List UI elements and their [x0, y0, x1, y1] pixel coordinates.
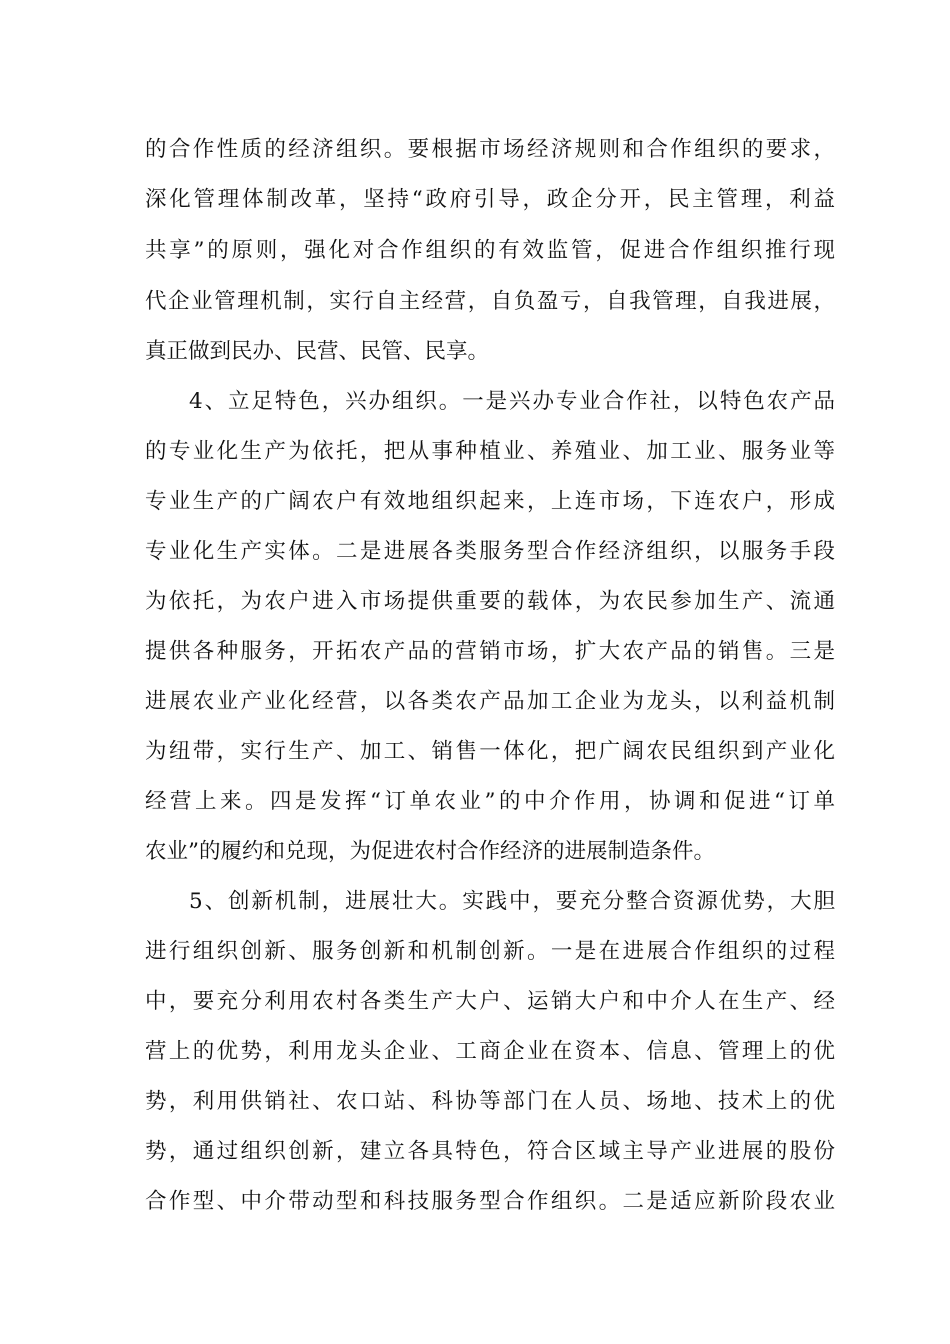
text-line: 代企业管理机制，实行自主经营，自负盈亏，自我管理，自我进展， — [145, 289, 835, 314]
text-line: 农业”的履约和兑现，为促进农村合作经济的进展制造条件。 — [145, 839, 715, 864]
text-line: 专业化生产实体。二是进展各类服务型合作经济组织，以服务手段 — [145, 539, 835, 564]
text-line: 势，通过组织创新，建立各具特色，符合区域主导产业进展的股份 — [145, 1139, 835, 1164]
text-line: 经营上来。四是发挥“订单农业”的中介作用，协调和促进“订单 — [145, 789, 835, 814]
paragraph-start-line: 5、创新机制，进展壮大。实践中，要充分整合资源优势，大胆 — [189, 889, 835, 914]
text-line: 势，利用供销社、农口站、科协等部门在人员、场地、技术上的优 — [145, 1089, 835, 1114]
text-line: 共享”的原则，强化对合作组织的有效监管，促进合作组织推行现 — [145, 238, 835, 263]
text-line: 为依托，为农户进入市场提供重要的载体，为农民参加生产、流通 — [145, 589, 835, 614]
text-line: 进行组织创新、服务创新和机制创新。一是在进展合作组织的过程 — [145, 939, 835, 964]
text-line: 的合作性质的经济组织。要根据市场经济规则和合作组织的要求， — [145, 137, 835, 162]
text-line: 提供各种服务，开拓农产品的营销市场，扩大农产品的销售。三是 — [145, 639, 835, 664]
paragraph-start-line: 4、立足特色，兴办组织。一是兴办专业合作社，以特色农产品 — [189, 389, 835, 414]
text-line: 的专业化生产为依托，把从事种植业、养殖业、加工业、服务业等 — [145, 439, 835, 464]
text-line: 真正做到民办、民营、民管、民享。 — [145, 339, 490, 364]
text-line: 进展农业产业化经营，以各类农产品加工企业为龙头，以利益机制 — [145, 689, 835, 714]
text-line: 中，要充分利用农村各类生产大户、运销大户和中介人在生产、经 — [145, 989, 835, 1014]
text-line: 营上的优势，利用龙头企业、工商企业在资本、信息、管理上的优 — [145, 1039, 835, 1064]
text-line: 合作型、中介带动型和科技服务型合作组织。二是适应新阶段农业 — [145, 1189, 835, 1214]
text-line: 深化管理体制改革，坚持“政府引导，政企分开，民主管理，利益 — [145, 187, 835, 212]
text-line: 专业生产的广阔农户有效地组织起来，上连市场，下连农户，形成 — [145, 489, 835, 514]
text-line: 为纽带，实行生产、加工、销售一体化，把广阔农民组织到产业化 — [145, 739, 835, 764]
